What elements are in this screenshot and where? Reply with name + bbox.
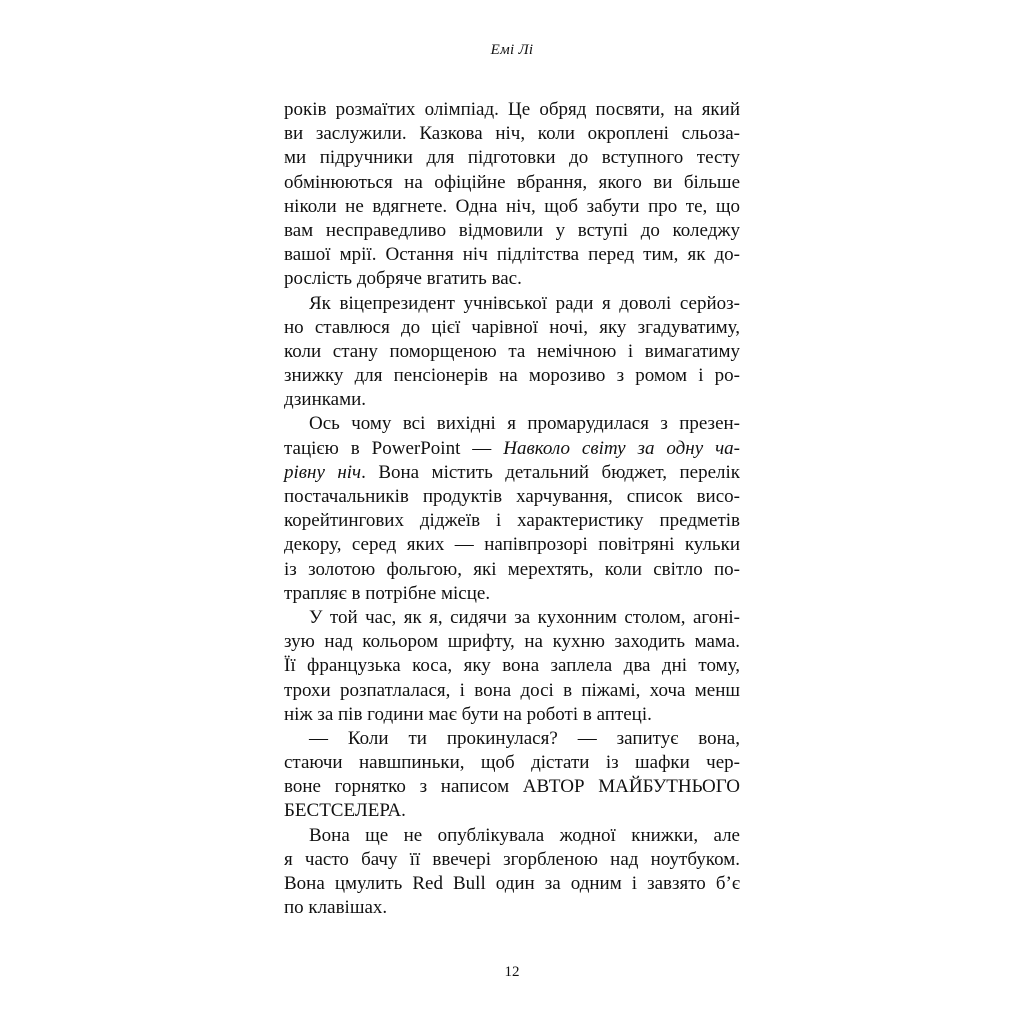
paragraph-4 — [284, 606, 740, 727]
text-line: по клавішах. — [284, 897, 388, 919]
text-line: Вона ще не опублікувала жодної книжки, але — [309, 824, 740, 846]
text-line: дзинками. — [284, 389, 367, 411]
text-line: із золотою фольгою, які мерехтять, коли світло по- — [284, 558, 740, 580]
text-run: . Вона містить детальний бюджет, перелік — [361, 461, 741, 483]
italic-title-run: рівну ніч — [284, 461, 362, 483]
paragraph-2 — [284, 292, 740, 413]
text-line: ви заслужили. Казкова ніч, коли окроплені сльоза- — [284, 123, 740, 145]
text-line: вашої мрії. Остання ніч підлітства перед тим, як до- — [284, 244, 740, 266]
text-line: ніколи не вдягнете. Одна ніч, щоб забути про те, що — [284, 195, 740, 217]
text-line: Її французька коса, яку вона заплела два дні тому, — [284, 655, 740, 677]
text-line: БЕСТСЕЛЕРА. — [284, 800, 406, 822]
text-run: тацією в PowerPoint — — [284, 437, 504, 459]
text-line: ніж за пів години має бути на роботі в аптеці. — [284, 703, 652, 725]
paragraph-3 — [284, 412, 740, 606]
text-line: обмінюються на офіційне вбрання, якого ви більше — [284, 171, 740, 193]
text-line: Вона цмулить Red Bull один за одним і завзято б’є — [284, 873, 740, 894]
text-line: корейтингових діджеїв і характеристику предметів — [284, 510, 740, 532]
text-line: Як віцепрезидент учнівської ради я доволі серйоз- — [309, 292, 740, 314]
text-line: постачальників продуктів харчування, список висо- — [284, 486, 740, 507]
text-line: Ось чому всі вихідні я промарудилася з презен- — [309, 413, 740, 435]
text-line: воне горнятко з написом АВТОР МАЙБУТНЬОГО — [284, 776, 740, 798]
text-line: У той час, як я, сидячи за кухонним столом, агоні- — [309, 606, 740, 628]
text-line: вам несправедливо відмовили у вступі до коледжу — [284, 219, 740, 241]
text-line — [284, 437, 740, 461]
running-head: Емі Лі — [490, 42, 534, 58]
text-line: рослість добряче вгатить вас. — [284, 268, 522, 290]
text-line: стаючи навшпиньки, щоб дістати із шафки чер- — [284, 752, 740, 774]
page-number: 12 — [504, 964, 520, 980]
paragraph-6 — [284, 824, 740, 921]
text-line — [284, 461, 740, 485]
text-line: ми підручники для підготовки до вступного тесту — [284, 147, 740, 169]
text-line: років розмаїтих олімпіад. Це обряд посвяти, на який — [284, 99, 740, 120]
text-line: я часто бачу її ввечері згорбленою над ноутбуком. — [284, 848, 740, 870]
text-line: но ставлюся до цієї чарівної ночі, яку згадуватиму, — [284, 316, 740, 338]
body-text — [284, 98, 740, 920]
text-line: коли стану поморщеною та немічною і вимагатиму — [284, 340, 740, 362]
text-line: трохи розпатлалася, і вона досі в піжамі, хоча менш — [284, 679, 740, 701]
text-line: трапляє в потрібне місце. — [284, 582, 491, 604]
text-line: — Коли ти прокинулася? — запитує вона, — [309, 727, 740, 749]
paragraph-5-dialogue — [284, 727, 740, 824]
italic-title-run: Навколо світу за одну ча- — [503, 437, 740, 459]
text-line: зую над кольором шрифту, на кухню заходить мама. — [284, 631, 740, 653]
text-line: декору, серед яких — напівпрозорі повітряні кульки — [284, 534, 740, 556]
paragraph-1 — [284, 98, 740, 292]
text-line: знижку для пенсіонерів на морозиво з ромом і ро- — [284, 365, 740, 387]
